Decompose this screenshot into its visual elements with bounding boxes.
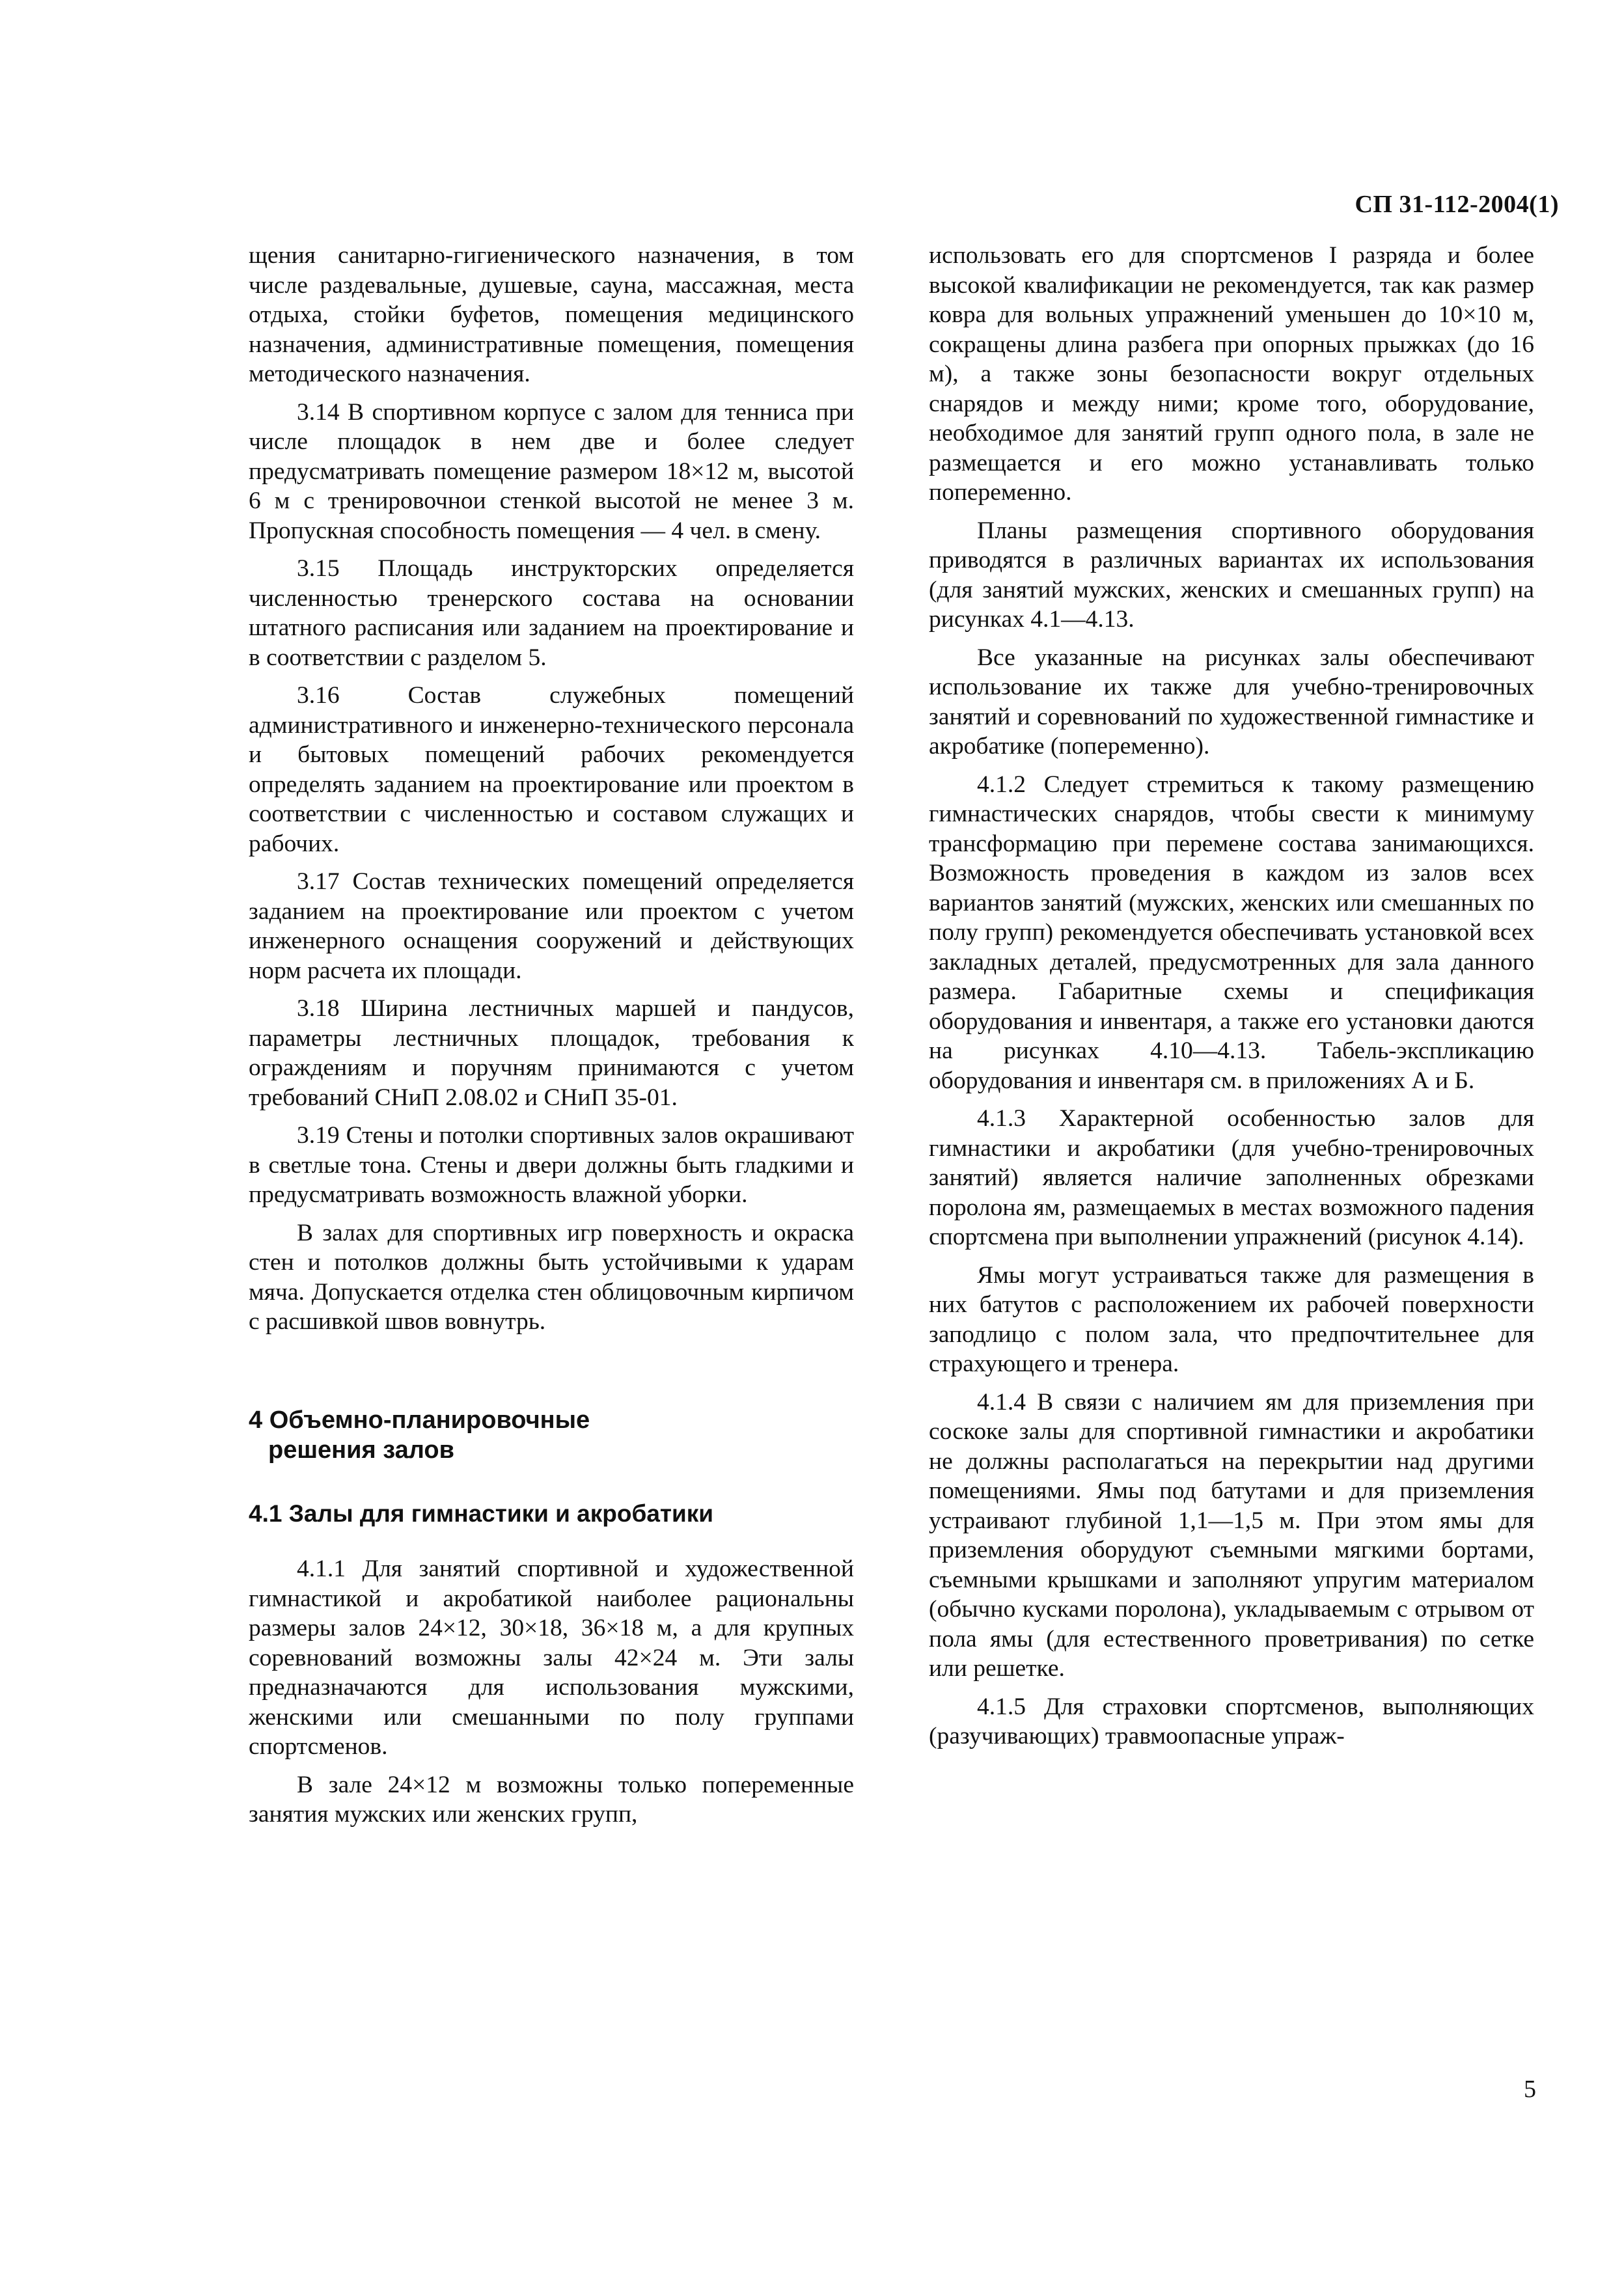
paragraph: щения санитарно-гигиенического назначения, в том числе раздевальные, душевые, сауна, массажная, места отдыха, стойки буфетов, помещения медицинского назначения, административные помещения, помещения методического назначения. bbox=[249, 242, 854, 387]
paragraph: 3.19 Стены и потолки спортивных залов окрашивают в светлые тона. Стены и двери должны быть гладкими и предусматривать возможность влажной уборки. bbox=[249, 1122, 854, 1208]
document-code: СП 31-112-2004(1) bbox=[1355, 191, 1559, 218]
section-heading bbox=[249, 1405, 854, 1465]
page-number: 5 bbox=[1524, 2076, 1536, 2103]
paragraph: 4.1.2 Следует стремиться к такому размещению гимнастических снарядов, чтобы свести к минимуму трансформацию при перемене состава занимающихся. Возможность проведения в каждом из залов всех вариантов занятий (мужских, женских или смешанных по полу групп) рекомендуется обеспечивать установкой всех закладных деталей, предусмотренных для зала данного размера. Габаритные схемы и спецификация оборудования и инвентаря, а также его установки даются на рисунках 4.10—4.13. Табель-экспликацию оборудования и инвентаря см. в приложениях А и Б. bbox=[929, 771, 1534, 1094]
paragraph: 3.16 Состав служебных помещений административного и инженерно-технического персонала и бытовых помещений рабочих рекомендуется определять заданием на проектирование или проектом в соответствии с численностью и составом служащих и рабочих. bbox=[249, 682, 854, 857]
paragraph: 3.14 В спортивном корпусе с залом для тенниса при числе площадок в нем две и более следует предусматривать помещение размером 18×12 м, высотой 6 м с тренировочнои стенкой высотой не менее 3 м. Пропускная способность помещения — 4 чел. в смену. bbox=[249, 398, 854, 544]
paragraph: В зале 24×12 м возможны только попеременные занятия мужских или женских групп, bbox=[249, 1771, 854, 1828]
paragraph: 3.17 Состав технических помещений определяется заданием на проектирование или проектом с учетом инженерного оснащения сооружений и действующих норм расчета их площади. bbox=[249, 868, 854, 984]
paragraph: В залах для спортивных игр поверхность и окраска стен и потолков должны быть устойчивыми к ударам мяча. Допускается отделка стен облицовочным кирпичом с расшивкой швов вовнутрь. bbox=[249, 1219, 854, 1335]
paragraph: 3.15 Площадь инструкторских определяется численностью тренерского состава на основании штатного расписания или заданием на проектирование и в соответствии с разделом 5. bbox=[249, 555, 854, 671]
paragraph: 4.1.1 Для занятий спортивной и художественной гимнастикой и акробатикой наиболее рациональны размеры залов 24×12, 30×18, 36×18 м, а для крупных соревнований возможны залы 42×24 м. Эти залы предназначаются для использования мужскими, женскими или смешанными по полу группами спортсменов. bbox=[249, 1556, 854, 1760]
subsection-heading: 4.1 Залы для гимнастики и акробатики bbox=[249, 1500, 714, 1527]
paragraph: Планы размещения спортивного оборудования приводятся в различных вариантах их использования (для занятий мужских, женских и смешанных групп) на рисунках 4.1—4.13. bbox=[929, 517, 1534, 633]
paragraph: 4.1.5 Для страховки спортсменов, выполняющих (разучивающих) травмоопасные упраж- bbox=[929, 1693, 1534, 1749]
paragraph: Все указанные на рисунках залы обеспечивают использование их также для учебно-тренировочных занятий и соревнований по художественной гимнастике и акробатике (попеременно). bbox=[929, 644, 1534, 760]
left-column bbox=[249, 241, 854, 1838]
paragraph: 4.1.4 В связи с наличием ям для приземления при соскоке залы для спортивной гимнастики и акробатики не должны располагаться на перекрытии над другими помещениями. Ямы под батутами и для приземления устраивают глубиной 1,1—1,5 м. При этом ямы для приземления оборудуют съемными мягкими бортами, съемными крышками и заполняют упругим материалом (обычно кусками поролона), укладываемым с отрывом от пола ямы (для естественного проветривания) по сетке или решетке. bbox=[929, 1388, 1534, 1682]
section-heading-line: 4 Объемно-планировочные bbox=[249, 1406, 590, 1434]
section-heading-line: решения залов bbox=[268, 1436, 454, 1464]
paragraph: использовать его для спортсменов I разряда и более высокой квалификации не рекомендуется, так как размер ковра для вольных упражнений уменьшен до 10×10 м, сокращены длина разбега при опорных прыжках (до 16 м), а также зоны безопасности вокруг отдельных снарядов и между ними; кроме того, оборудование, необходимое для занятий групп одного пола, в зале не размещается и его можно устанавливать только попеременно. bbox=[929, 242, 1534, 506]
paragraph: 4.1.3 Характерной особенностью залов для гимнастики и акробатики (для учебно-тренировочных занятий) является наличие заполненных обрезками поролона ям, размещаемых в местах возможного падения спортсмена при выполнении упражнений (рисунок 4.14). bbox=[929, 1105, 1534, 1250]
right-column bbox=[929, 241, 1534, 1760]
paragraph: Ямы могут устраиваться также для размещения в них батутов с расположением их рабочей поверхности заподлицо с полом зала, что предпочтительнее для страхующего и тренера. bbox=[929, 1261, 1534, 1377]
paragraph: 3.18 Ширина лестничных маршей и пандусов, параметры лестничных площадок, требования к ограждениям и поручням принимаются с учетом требований СНиП 2.08.02 и СНиП 35-01. bbox=[249, 995, 854, 1111]
